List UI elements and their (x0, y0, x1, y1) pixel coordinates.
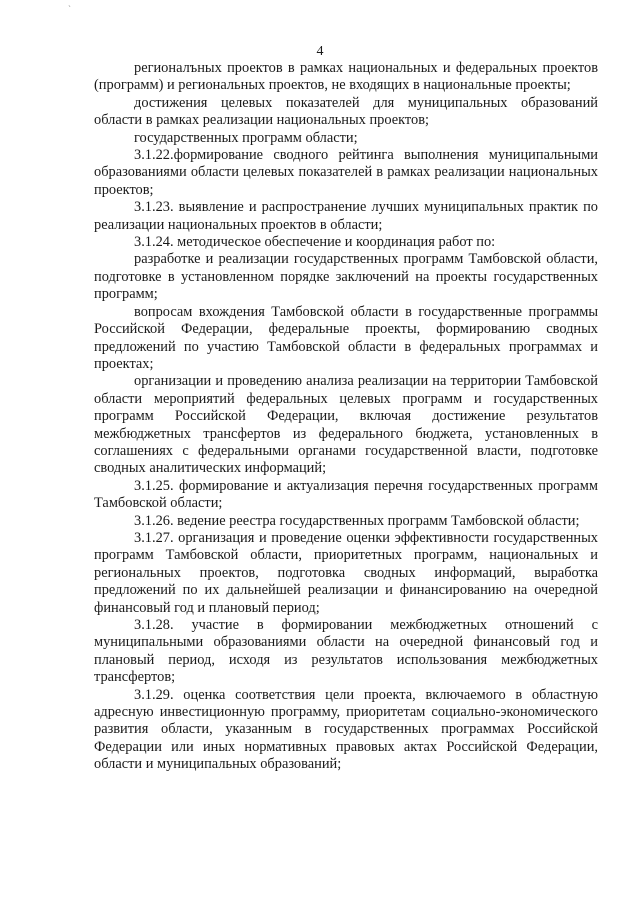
paragraph-state-programs: государственных программ области; (134, 129, 358, 146)
paragraph-3-1-27: 3.1.27. организация и проведение оценки эффективности государственных программ Тамбовской области, приоритетных программ, национальных и региональных проектов, подготовка сводных информаций, выработка предложений по их дальнейшей реализации и финансированию на очередной финансовый год и плановый период; (94, 529, 598, 616)
paragraph-3-1-25: 3.1.25. формирование и актуализация перечня государственных программ Тамбовской области; (94, 477, 598, 512)
paragraph-3-1-26: 3.1.26. ведение реестра государственных программ Тамбовской области; (134, 512, 580, 529)
paragraph-3-1-28: 3.1.28. участие в формировании межбюджетных отношений с муниципальными образованиями области на очередной финансовый год и плановый период, исходя из результатов использования межбюджетных трансфертов; (94, 617, 598, 686)
paragraph-3-1-23: 3.1.23. выявление и распространение лучших муниципальных практик по реализации национальных проектов в области; (94, 199, 598, 233)
paragraph-3-1-24: 3.1.24. методическое обеспечение и координация работ по: (134, 234, 496, 251)
paragraph-entry-issues: вопросам вхождения Тамбовской области в государственные программы Российской Федерации, федеральные проекты, формированию сводных предложений по участию Тамбовской области в федеральных программах и проектах; (94, 303, 598, 372)
page-number: 4 (316, 44, 324, 59)
paragraph-target-indicators: достижения целевых показателей для муниципальных образований области в рамках реализации национальных проектов; (94, 94, 598, 129)
paragraph-3-1-29: 3.1.29. оценка соответствия цели проекта, включаемого в областную адресную инвестиционную программу, приоритетам социально-экономического развития области, указанным в государственных программах Российской Федерации или иных нормативных правовых актах Российской Федерации, области и муниципальных образований; (94, 686, 598, 773)
paragraph-3-1-22: 3.1.22.формирование сводного рейтинга выполнения муниципальными образованиями области целевых показателей в рамках реализации национальных проектов; (94, 147, 598, 198)
paragraph-development-programs: разработке и реализации государственных программ Тамбовской области, подготовке в установленном порядке заключений на проекты государственных программ; (94, 251, 598, 303)
paragraph-regional-projects: регионалъных проектов в рамках национальных и федеральных проектов (программ) и региональных проектов, не входящих в национальные проекты; (94, 60, 598, 94)
scan-mark: ` (68, 4, 71, 14)
document-body (94, 60, 598, 774)
paragraph-analysis-organization: организации и проведению анализа реализации на территории Тамбовской области мероприятий федеральных целевых программ и государственных программ Российской Федерации, включая достижение результатов межбюджетных трансфертов из федерального бюджета, установленных в соглашениях с федеральными органами государственной власти, подготовке сводных аналитических информаций; (94, 373, 598, 477)
